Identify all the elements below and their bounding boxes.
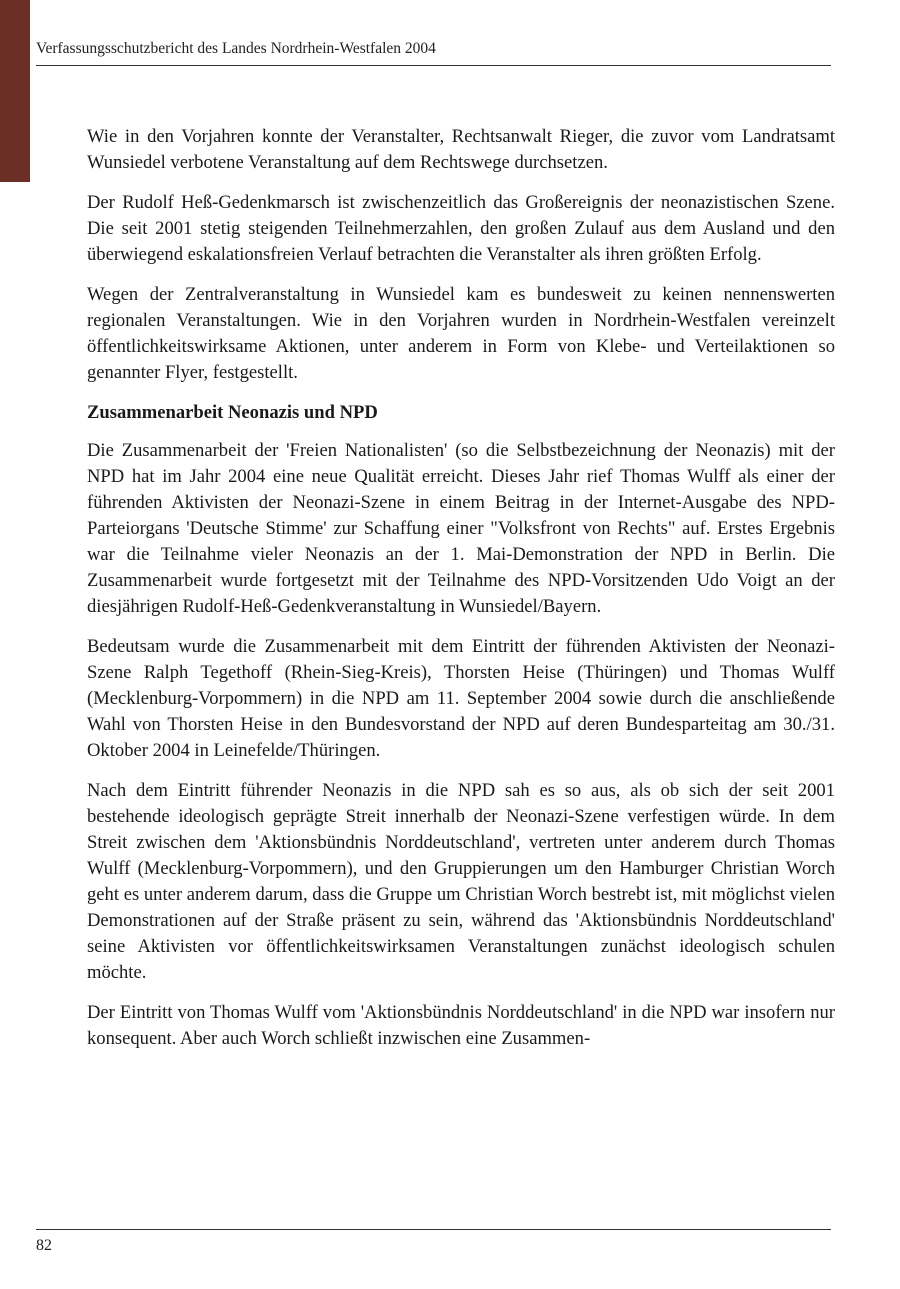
chapter-color-bar bbox=[0, 0, 30, 182]
paragraph-1: Wie in den Vorjahren konnte der Veranstalter, Rechtsanwalt Rieger, die zuvor vom Landratsamt Wunsiedel verbotene Veranstaltung auf dem Rechtswege durchsetzen. bbox=[87, 126, 835, 173]
paragraph-5: Bedeutsam wurde die Zusammenarbeit mit dem Eintritt der führenden Aktivisten der Neonazi-Szene Ralph Tegethoff (Rhein-Sieg-Kreis), Thorsten Heise (Thüringen) und Thomas Wulff (Mecklenburg-Vorpommern) in die NPD am 11. September 2004 sowie durch die anschließende Wahl von Thorsten Heise in den Bundesvorstand der NPD auf deren Bundesparteitag am 30./31. Oktober 2004 in Leinefelde/Thüringen. bbox=[87, 636, 835, 761]
footer-rule bbox=[36, 1229, 831, 1230]
paragraph-7: Der Eintritt von Thomas Wulff vom 'Aktionsbündnis Norddeutschland' in die NPD war insofern nur konsequent. Aber auch Worch schließt inzwischen eine Zusammen- bbox=[87, 1002, 835, 1049]
header-rule bbox=[36, 65, 831, 66]
paragraph-6: Nach dem Eintritt führender Neonazis in die NPD sah es so aus, als ob sich der seit 2001 bestehende ideologisch geprägte Streit innerhalb der Neonazi-Szene verfestigen würde. In dem Streit zwischen dem 'Aktionsbündnis Norddeutschland', vertreten unter anderem durch Thomas Wulff (Mecklenburg-Vorpommern), und den Gruppierungen um den Hamburger Christian Worch geht es unter anderem darum, dass die Gruppe um Christian Worch bestrebt ist, mit möglichst vielen Demonstrationen auf der Straße präsent zu sein, während das 'Aktionsbündnis Norddeutschland' seine Aktivisten vor öffentlichkeitswirksamen Veranstaltungen zunächst ideologisch schulen möchte. bbox=[87, 780, 835, 983]
paragraph-3: Wegen der Zentralveranstaltung in Wunsiedel kam es bundesweit zu keinen nennenswerten regionalen Veranstaltungen. Wie in den Vorjahren wurden in Nordrhein-Westfalen vereinzelt öffentlichkeitswirksame Aktionen, unter anderem in Form von Klebe- und Verteilaktionen so genannter Flyer, festgestellt. bbox=[87, 284, 835, 383]
page-body bbox=[87, 124, 835, 1066]
section-heading: Zusammenarbeit Neonazis und NPD bbox=[87, 402, 378, 423]
page-number: 82 bbox=[36, 1237, 52, 1254]
running-header-title: Verfassungsschutzbericht des Landes Nordrhein-Westfalen 2004 bbox=[36, 40, 436, 57]
paragraph-2: Der Rudolf Heß-Gedenkmarsch ist zwischenzeitlich das Großereignis der neonazistischen Szene. Die seit 2001 stetig steigenden Teilnehmerzahlen, den großen Zulauf aus dem Ausland und den überwiegend eskalationsfreien Verlauf betrachten die Veranstalter als ihren größten Erfolg. bbox=[87, 192, 835, 265]
paragraph-4: Die Zusammenarbeit der 'Freien Nationalisten' (so die Selbstbezeichnung der Neonazis) mit der NPD hat im Jahr 2004 eine neue Qualität erreicht. Dieses Jahr rief Thomas Wulff als einer der führenden Aktivisten der Neonazi-Szene in einem Beitrag in der Internet-Ausgabe des NPD-Parteiorgans 'Deutsche Stimme' zur Schaffung einer "Volksfront von Rechts" auf. Erstes Ergebnis war die Teilnahme vieler Neonazis an der 1. Mai-Demonstration der NPD in Berlin. Die Zusammenarbeit wurde fortgesetzt mit der Teilnahme des NPD-Vorsitzenden Udo Voigt an der diesjährigen Rudolf-Heß-Gedenkveranstaltung in Wunsiedel/Bayern. bbox=[87, 440, 835, 617]
